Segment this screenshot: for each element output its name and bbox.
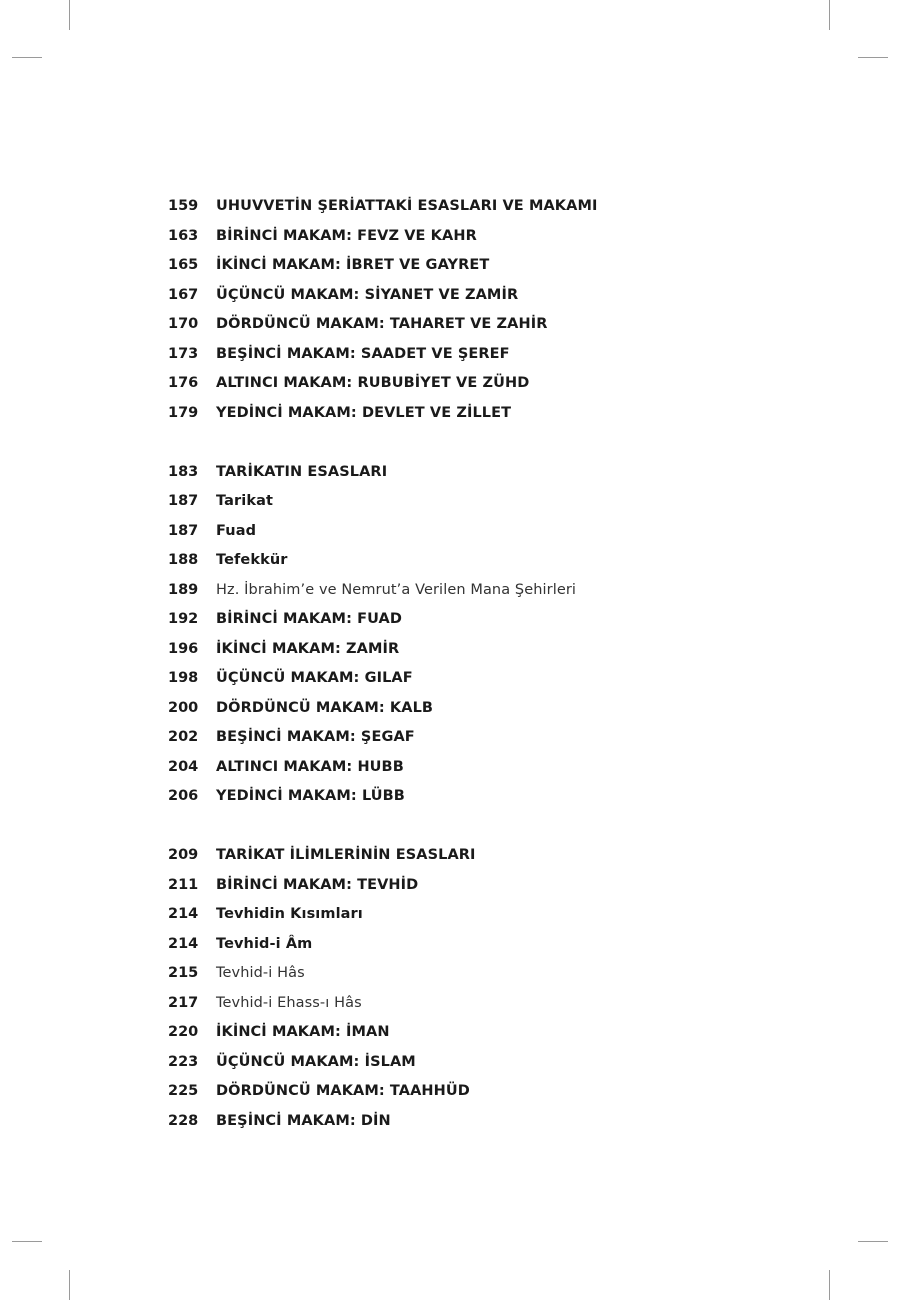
toc-entry-title: ALTINCI MAKAM: RUBUBİYET VE ZÜHD — [216, 375, 530, 391]
toc-entry[interactable] — [168, 1048, 808, 1078]
toc-page-number: 198 — [168, 670, 199, 686]
toc-entry-title: Tarikat — [216, 493, 273, 509]
toc-entry[interactable] — [168, 782, 808, 812]
toc-entry[interactable] — [168, 546, 808, 576]
toc-entry[interactable] — [168, 605, 808, 635]
toc-entry-title: YEDİNCİ MAKAM: LÜBB — [216, 788, 405, 804]
toc-entry-title: İKİNCİ MAKAM: İMAN — [216, 1024, 390, 1040]
toc-page-number: 189 — [168, 581, 199, 598]
toc-entry[interactable] — [168, 900, 808, 930]
toc-entry[interactable] — [168, 192, 808, 222]
toc-entry[interactable] — [168, 959, 808, 989]
toc-entry-title: DÖRDÜNCÜ MAKAM: TAHARET VE ZAHİR — [216, 316, 548, 332]
toc-page-number: 211 — [168, 876, 199, 893]
toc-entry[interactable] — [168, 930, 808, 960]
toc-entry[interactable] — [168, 340, 808, 370]
toc-page-number: 228 — [168, 1112, 199, 1129]
toc-entry[interactable] — [168, 251, 808, 281]
toc-entry[interactable] — [168, 369, 808, 399]
toc-page-number: 165 — [168, 257, 199, 273]
table-of-contents — [168, 192, 808, 1136]
toc-page-number: 187 — [168, 493, 199, 509]
toc-entry[interactable] — [168, 517, 808, 547]
crop-mark-bottom-right — [829, 1270, 830, 1300]
toc-entry[interactable] — [168, 1107, 808, 1137]
toc-entry-title: BİRİNCİ MAKAM: FUAD — [216, 611, 403, 627]
toc-page-number: 202 — [168, 729, 199, 745]
crop-mark-top-right — [829, 0, 830, 30]
toc-entry-title: Tevhidin Kısımları — [216, 906, 363, 922]
toc-page-number: 183 — [168, 463, 199, 480]
toc-entry[interactable] — [168, 753, 808, 783]
toc-page-number: 188 — [168, 552, 199, 568]
toc-page-number: 192 — [168, 611, 199, 627]
toc-entry[interactable] — [168, 841, 808, 871]
toc-entry-title: Fuad — [216, 522, 257, 539]
toc-entry-title: Tevhid-i Hâs — [216, 965, 305, 981]
toc-entry[interactable] — [168, 694, 808, 724]
toc-entry[interactable] — [168, 487, 808, 517]
toc-entry[interactable] — [168, 399, 808, 429]
toc-page-number: 159 — [168, 198, 199, 214]
toc-entry-title: BEŞİNCİ MAKAM: DİN — [216, 1112, 391, 1129]
toc-page-number: 214 — [168, 935, 199, 952]
toc-entry[interactable] — [168, 281, 808, 311]
toc-page-number: 215 — [168, 965, 199, 981]
crop-mark-bottom-right-horizontal — [858, 1241, 888, 1242]
toc-entry-title: ALTINCI MAKAM: HUBB — [216, 758, 404, 775]
toc-entry-title: ÜÇÜNCÜ MAKAM: GILAF — [216, 670, 413, 686]
toc-page-number: 200 — [168, 699, 199, 716]
toc-page-number: 176 — [168, 375, 199, 391]
toc-page-number: 170 — [168, 316, 199, 332]
toc-entry[interactable] — [168, 1077, 808, 1107]
toc-page-number: 206 — [168, 788, 199, 804]
toc-entry-title: BİRİNCİ MAKAM: TEVHİD — [216, 876, 419, 893]
toc-page-number: 179 — [168, 404, 199, 421]
crop-mark-bottom-left — [69, 1270, 70, 1300]
toc-page-number: 220 — [168, 1024, 199, 1040]
toc-entry-title: DÖRDÜNCÜ MAKAM: KALB — [216, 699, 434, 716]
toc-entry[interactable] — [168, 222, 808, 252]
toc-entry-title: BEŞİNCİ MAKAM: ŞEGAF — [216, 729, 415, 745]
toc-entry-title: Tevhid-i Âm — [216, 935, 313, 952]
toc-entry-title: DÖRDÜNCÜ MAKAM: TAAHHÜD — [216, 1083, 470, 1099]
toc-entry-title: UHUVVETİN ŞERİATTAKİ ESASLARI VE MAKAMI — [216, 198, 598, 214]
toc-entry[interactable] — [168, 723, 808, 753]
toc-entry[interactable] — [168, 576, 808, 606]
toc-entry-title: ÜÇÜNCÜ MAKAM: SİYANET VE ZAMİR — [216, 286, 519, 303]
toc-entry[interactable] — [168, 635, 808, 665]
toc-section — [168, 192, 808, 428]
toc-page-number: 214 — [168, 906, 199, 922]
toc-page-number: 223 — [168, 1053, 199, 1070]
toc-entry-title: YEDİNCİ MAKAM: DEVLET VE ZİLLET — [216, 404, 512, 421]
toc-section — [168, 458, 808, 812]
toc-page-number: 173 — [168, 345, 199, 362]
toc-entry-title: İKİNCİ MAKAM: ZAMİR — [216, 640, 400, 657]
crop-mark-top-left — [69, 0, 70, 30]
toc-page-number: 167 — [168, 286, 199, 303]
toc-entry-title: Tevhid-i Ehass-ı Hâs — [216, 994, 362, 1011]
toc-entry[interactable] — [168, 310, 808, 340]
toc-entry-title: BEŞİNCİ MAKAM: SAADET VE ŞEREF — [216, 345, 510, 362]
toc-entry-title: Hz. İbrahim’e ve Nemrut’a Verilen Mana Şehirleri — [216, 581, 577, 598]
toc-entry[interactable] — [168, 1018, 808, 1048]
toc-page-number: 163 — [168, 227, 199, 244]
toc-page-number: 187 — [168, 522, 199, 539]
toc-entry[interactable] — [168, 664, 808, 694]
toc-page-number: 217 — [168, 994, 199, 1011]
toc-page-number: 209 — [168, 847, 199, 863]
toc-entry-title: BİRİNCİ MAKAM: FEVZ VE KAHR — [216, 227, 477, 244]
crop-mark-top-left-horizontal — [12, 57, 42, 58]
toc-entry-title: İKİNCİ MAKAM: İBRET VE GAYRET — [216, 257, 490, 273]
toc-section — [168, 841, 808, 1136]
toc-entry-title: TARİKATIN ESASLARI — [216, 463, 388, 480]
toc-entry[interactable] — [168, 989, 808, 1019]
crop-mark-top-right-horizontal — [858, 57, 888, 58]
toc-page-number: 225 — [168, 1083, 199, 1099]
crop-mark-bottom-left-horizontal — [12, 1241, 42, 1242]
toc-entry-title: TARİKAT İLİMLERİNİN ESASLARI — [216, 847, 476, 863]
toc-page-number: 204 — [168, 758, 199, 775]
toc-entry[interactable] — [168, 458, 808, 488]
toc-entry[interactable] — [168, 871, 808, 901]
toc-page-number: 196 — [168, 640, 199, 657]
toc-entry-title: ÜÇÜNCÜ MAKAM: İSLAM — [216, 1053, 416, 1070]
toc-entry-title: Tefekkür — [216, 552, 288, 568]
